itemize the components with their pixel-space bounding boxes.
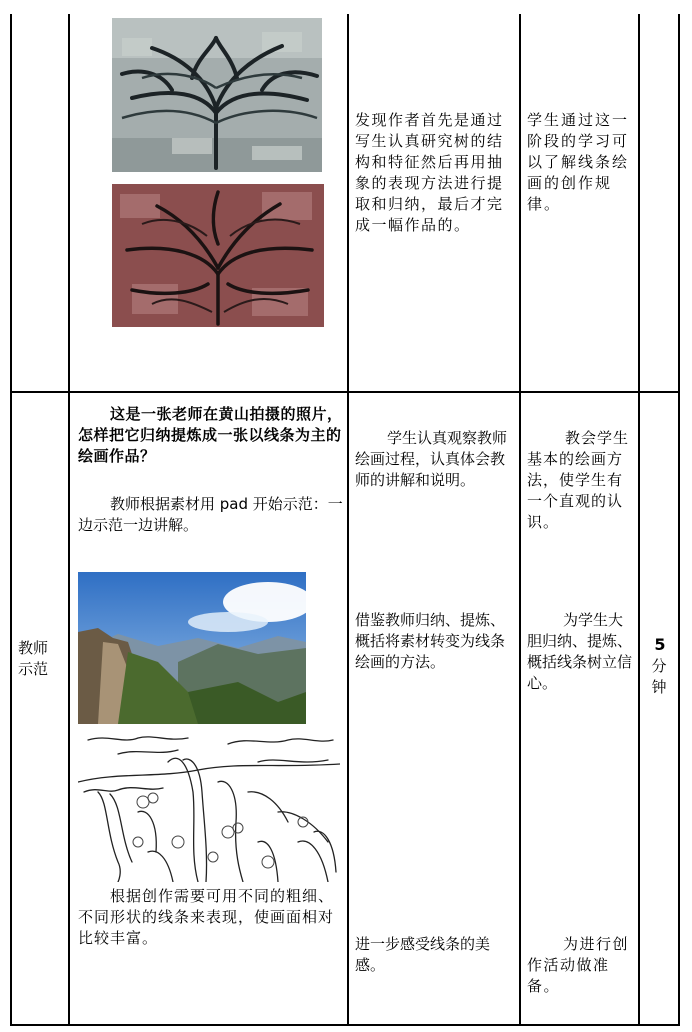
teacher-para-2 (78, 494, 344, 536)
row2-intent-c-text: 为进行创作活动做准备。 (527, 935, 630, 995)
table-border-bottom (10, 1024, 680, 1026)
huangshan-photo (78, 572, 306, 724)
time-number: 5 (654, 635, 666, 654)
row2-student-a (355, 428, 517, 491)
column-divider-2 (347, 14, 349, 1026)
time-unit: 分钟 (651, 657, 667, 696)
row1-design-intent: 学生通过这一阶段的学习可以了解线条绘画的创作规律。 (527, 111, 630, 213)
row2-intent-b-text: 为学生大胆归纳、提炼、概括线条树立信心。 (527, 611, 633, 692)
column-divider-4 (638, 14, 640, 1026)
column-divider-3 (519, 14, 521, 1026)
column-divider-1 (68, 14, 70, 1026)
row2-intent-c (527, 934, 635, 997)
teacher-para-1 (78, 404, 344, 467)
row2-student-c: 进一步感受线条的美感。 (355, 935, 491, 974)
teacher-para-1-text: 这是一张老师在黄山拍摄的照片，怎样把它归纳提炼成一张以线条为主的绘画作品？ (78, 405, 343, 465)
line-drawing (78, 732, 340, 882)
row2-intent-a-text: 教会学生基本的绘画方法，使学生有一个直观的认识。 (527, 429, 630, 531)
table-border-left (10, 14, 12, 1026)
table-border-right (678, 14, 680, 1026)
teacher-para-2-text: 教师根据素材用 pad 开始示范：一边示范一边讲解。 (78, 495, 343, 534)
teacher-para-3-text: 根据创作需要可用不同的粗细、不同形状的线条来表现，使画面相对比较丰富。 (78, 887, 335, 947)
gray-tree-painting (112, 18, 322, 172)
row2-student-a-text: 学生认真观察教师绘画过程，认真体会教师的讲解和说明。 (355, 429, 508, 489)
row-divider (10, 391, 680, 393)
stage-label: 教师示范 (18, 639, 49, 678)
teacher-para-3 (78, 886, 344, 949)
red-tree-painting (112, 184, 324, 327)
row2-intent-a (527, 428, 635, 533)
row1-student-activity: 发现作者首先是通过写生认真研究树的结构和特征然后再用抽象的表现方法进行提取和归纳，最后才完成一幅作品的。 (355, 111, 504, 234)
row2-intent-b (527, 610, 635, 694)
row2-student-b: 借鉴教师归纳、提炼、概括将素材转变为线条绘画的方法。 (355, 611, 506, 671)
